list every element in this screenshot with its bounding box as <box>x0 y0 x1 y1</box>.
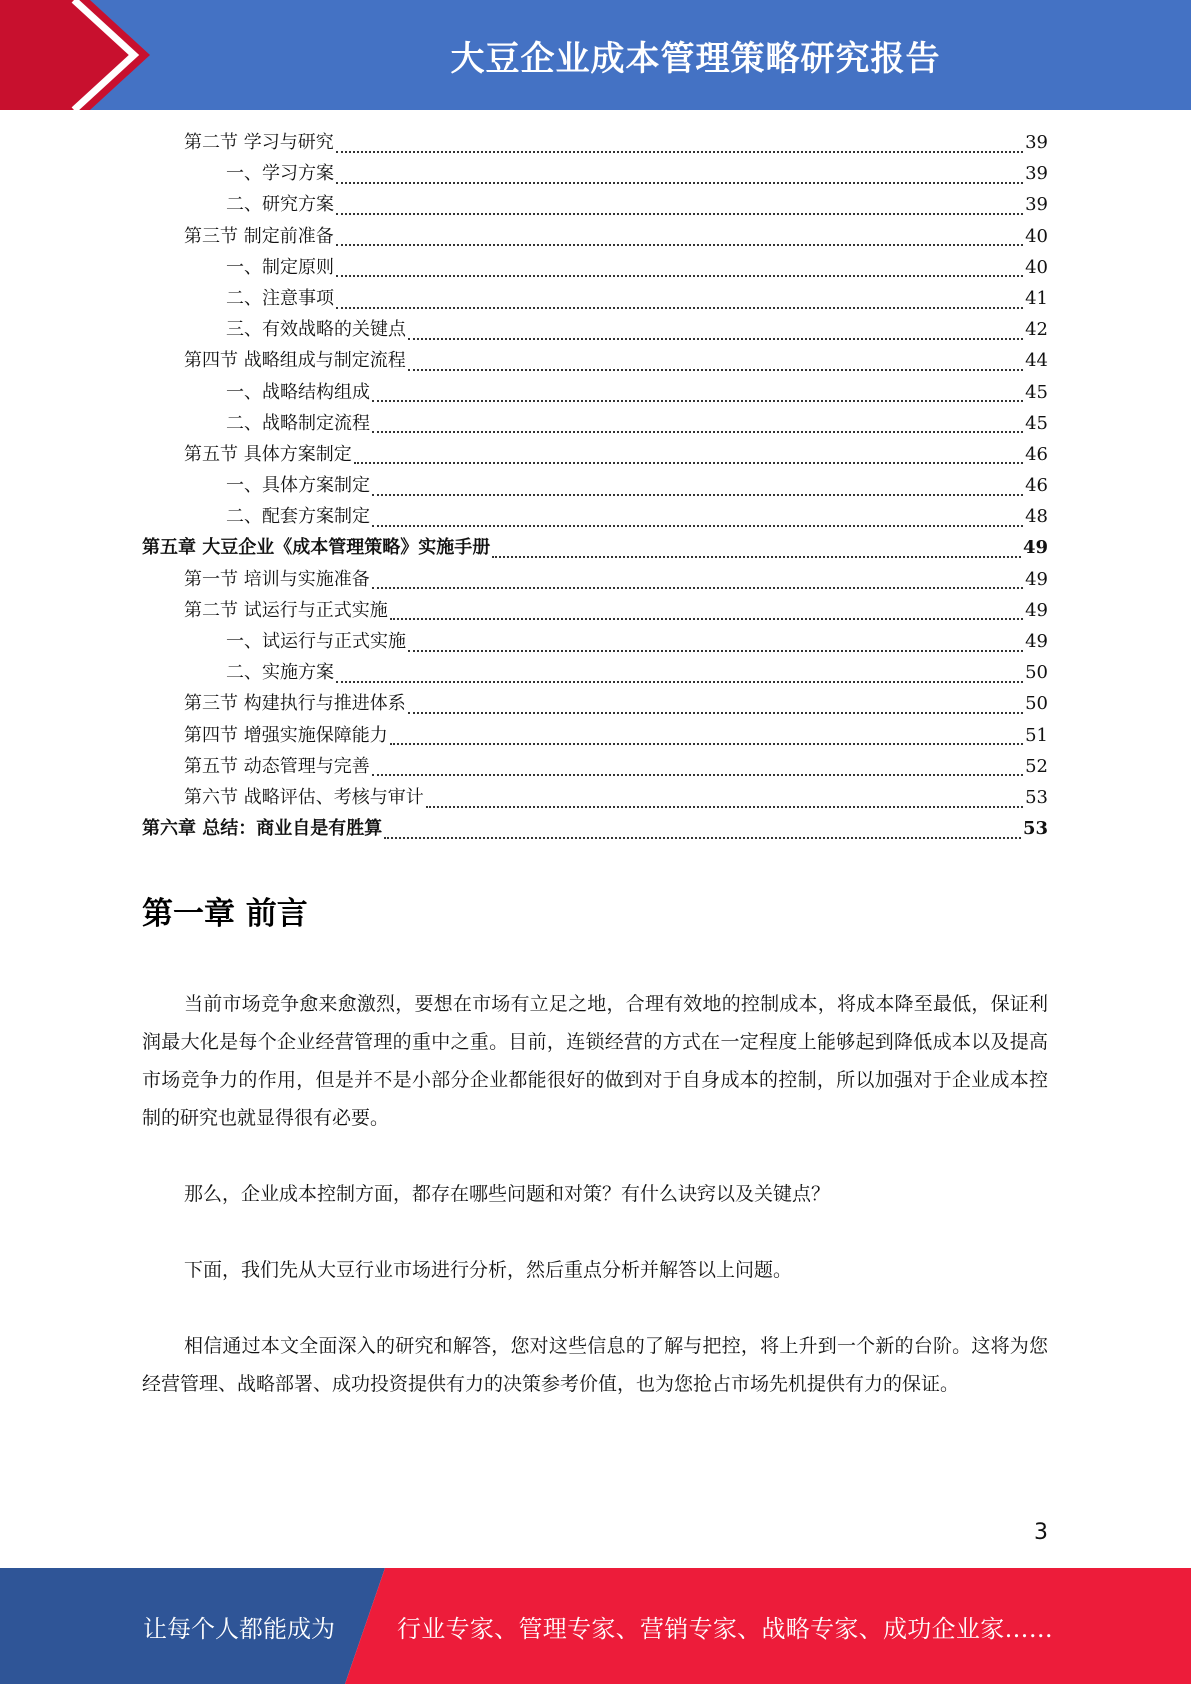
toc-entry-page: 49 <box>1025 631 1048 652</box>
toc-entry[interactable] <box>142 689 1048 720</box>
toc-entry-page: 46 <box>1025 475 1048 497</box>
toc-entry-title: 二、战略制定流程 <box>226 412 370 434</box>
toc-entry-title: 二、研究方案 <box>226 194 334 216</box>
toc-entry-page: 39 <box>1025 163 1048 185</box>
toc-entry-page: 46 <box>1025 443 1048 465</box>
toc-entry-title: 一、试运行与正式实施 <box>226 631 406 652</box>
toc-entry[interactable] <box>142 658 1048 689</box>
toc-entry-page: 45 <box>1025 381 1048 403</box>
toc-dot-leader <box>408 355 1023 371</box>
body-paragraph: 那么，企业成本控制方面，都存在哪些问题和对策？有什么诀窍以及关键点？ <box>184 1183 831 1205</box>
toc-entry[interactable] <box>142 565 1048 596</box>
toc-entry-page: 40 <box>1025 256 1048 278</box>
toc-entry[interactable] <box>142 409 1048 440</box>
toc-entry[interactable] <box>142 128 1048 159</box>
toc-dot-leader <box>426 792 1023 808</box>
toc-entry-title: 一、学习方案 <box>226 163 334 185</box>
toc-dot-leader <box>372 417 1023 433</box>
header-arrow-decoration <box>0 0 160 110</box>
toc-entry[interactable] <box>142 627 1048 658</box>
toc-entry-title: 第六节 战略评估、考核与审计 <box>184 786 424 808</box>
toc-entry[interactable] <box>142 346 1048 377</box>
toc-entry-page: 49 <box>1022 537 1048 559</box>
toc-entry-title: 二、实施方案 <box>226 662 334 684</box>
toc-dot-leader <box>492 542 1021 558</box>
toc-dot-leader <box>408 698 1023 714</box>
toc-entry-page: 42 <box>1025 319 1048 341</box>
toc-dot-leader <box>372 511 1023 527</box>
toc-entry-title: 第二节 试运行与正式实施 <box>184 599 388 621</box>
toc-entry[interactable] <box>142 315 1048 346</box>
toc-entry-page: 48 <box>1025 506 1048 528</box>
toc-entry[interactable] <box>142 190 1048 221</box>
toc-dot-leader <box>336 137 1023 153</box>
footer-slogan-left: 让每个人都能成为 <box>143 1614 335 1643</box>
toc-entry[interactable] <box>142 159 1048 190</box>
toc-entry[interactable] <box>142 752 1048 783</box>
toc-entry-page: 50 <box>1025 662 1048 684</box>
toc-entry-title: 第三节 构建执行与推进体系 <box>184 693 406 715</box>
toc-entry[interactable] <box>142 783 1048 814</box>
toc-entry-page: 44 <box>1025 350 1048 372</box>
toc-entry-title: 第三节 制定前准备 <box>184 225 334 247</box>
footer-slogan-right: 行业专家、管理专家、营销专家、战略专家、成功企业家…… <box>397 1614 1054 1643</box>
toc-dot-leader <box>336 261 1023 277</box>
toc-dot-leader <box>372 573 1023 589</box>
toc-dot-leader <box>336 168 1023 184</box>
toc-entry-title: 第一节 培训与实施准备 <box>184 568 370 590</box>
toc-dot-leader <box>336 199 1023 215</box>
body-paragraph: 下面，我们先从大豆行业市场进行分析，然后重点分析并解答以上问题。 <box>184 1259 793 1281</box>
toc-entry-title: 一、战略结构组成 <box>226 381 370 403</box>
report-title: 大豆企业成本管理策略研究报告 <box>450 38 941 79</box>
toc-entry-page: 50 <box>1025 693 1048 715</box>
toc-entry[interactable] <box>142 284 1048 315</box>
toc-entry-title: 第五节 具体方案制定 <box>184 443 352 465</box>
body-paragraph: 相信通过本文全面深入的研究和解答，您对这些信息的了解与把控，将上升到一个新的台阶。这将为您经营管理、战略部署、成功投资提供有力的决策参考价值，也为您抢占市场先机提供有力的保证。 <box>142 1335 1048 1395</box>
toc-dot-leader <box>384 823 1021 839</box>
toc-entry-title: 第二节 学习与研究 <box>184 132 334 153</box>
toc-entry-page: 49 <box>1025 599 1048 621</box>
toc-entry[interactable] <box>142 721 1048 752</box>
toc-entry-page: 52 <box>1025 755 1048 777</box>
toc-entry[interactable] <box>142 378 1048 409</box>
toc-entry-title: 二、注意事项 <box>226 287 334 309</box>
toc-entry-title: 一、制定原则 <box>226 256 334 278</box>
toc-entry[interactable] <box>142 222 1048 253</box>
toc-entry-page: 53 <box>1022 818 1048 840</box>
toc-entry[interactable] <box>142 596 1048 627</box>
chapter-body <box>142 985 1048 1441</box>
toc-entry-title: 一、具体方案制定 <box>226 475 370 497</box>
toc-dot-leader <box>390 604 1023 620</box>
toc-dot-leader <box>336 230 1023 246</box>
toc-dot-leader <box>336 667 1023 683</box>
toc-dot-leader <box>354 448 1023 464</box>
toc-dot-leader <box>390 729 1023 745</box>
toc-entry[interactable] <box>142 502 1048 533</box>
toc-entry-page: 39 <box>1025 132 1048 153</box>
toc-entry[interactable] <box>142 471 1048 502</box>
toc-entry[interactable] <box>142 253 1048 284</box>
toc-entry-title: 第四节 增强实施保障能力 <box>184 724 388 746</box>
toc-entry-title: 第四节 战略组成与制定流程 <box>184 350 406 372</box>
header-banner <box>0 0 1191 110</box>
toc-dot-leader <box>336 293 1023 309</box>
toc-dot-leader <box>408 324 1023 340</box>
toc-entry[interactable] <box>142 533 1048 564</box>
toc-entry[interactable] <box>142 440 1048 471</box>
toc-entry-title: 三、有效战略的关键点 <box>226 319 406 341</box>
toc-entry-page: 49 <box>1025 568 1048 590</box>
toc-entry-page: 45 <box>1025 412 1048 434</box>
toc-entry-page: 51 <box>1025 724 1048 746</box>
toc-entry-title: 第五章 大豆企业《成本管理策略》实施手册 <box>142 537 491 559</box>
page-number: 3 <box>1034 1520 1048 1545</box>
toc-dot-leader <box>372 386 1023 402</box>
toc-entry[interactable] <box>142 814 1048 845</box>
toc-dot-leader <box>408 636 1023 652</box>
toc-entry-title: 二、配套方案制定 <box>226 506 370 528</box>
toc-entry-title: 第五节 动态管理与完善 <box>184 755 370 777</box>
toc-entry-title: 第六章 总结：商业自是有胜算 <box>142 818 383 840</box>
toc-entry-page: 41 <box>1025 287 1048 309</box>
body-paragraph: 当前市场竞争愈来愈激烈，要想在市场有立足之地，合理有效地的控制成本，将成本降至最低，保证利润最大化是每个企业经营管理的重中之重。目前，连锁经营的方式在一定程度上能够起到降低成本以及提高市场竞争力的作用，但是并不是小部分企业都能很好的做到对于自身成本的控制，所以加强对于企业成本控制的研究也就显得很有必要。 <box>142 993 1048 1129</box>
toc-entry-page: 39 <box>1025 194 1048 216</box>
toc-entry-page: 40 <box>1025 225 1048 247</box>
chapter-heading: 第一章 前言 <box>142 896 308 932</box>
toc-entry-page: 53 <box>1025 786 1048 808</box>
toc-dot-leader <box>372 480 1023 496</box>
toc-dot-leader <box>372 760 1023 776</box>
footer-banner <box>0 1568 1191 1684</box>
table-of-contents <box>142 128 1048 845</box>
